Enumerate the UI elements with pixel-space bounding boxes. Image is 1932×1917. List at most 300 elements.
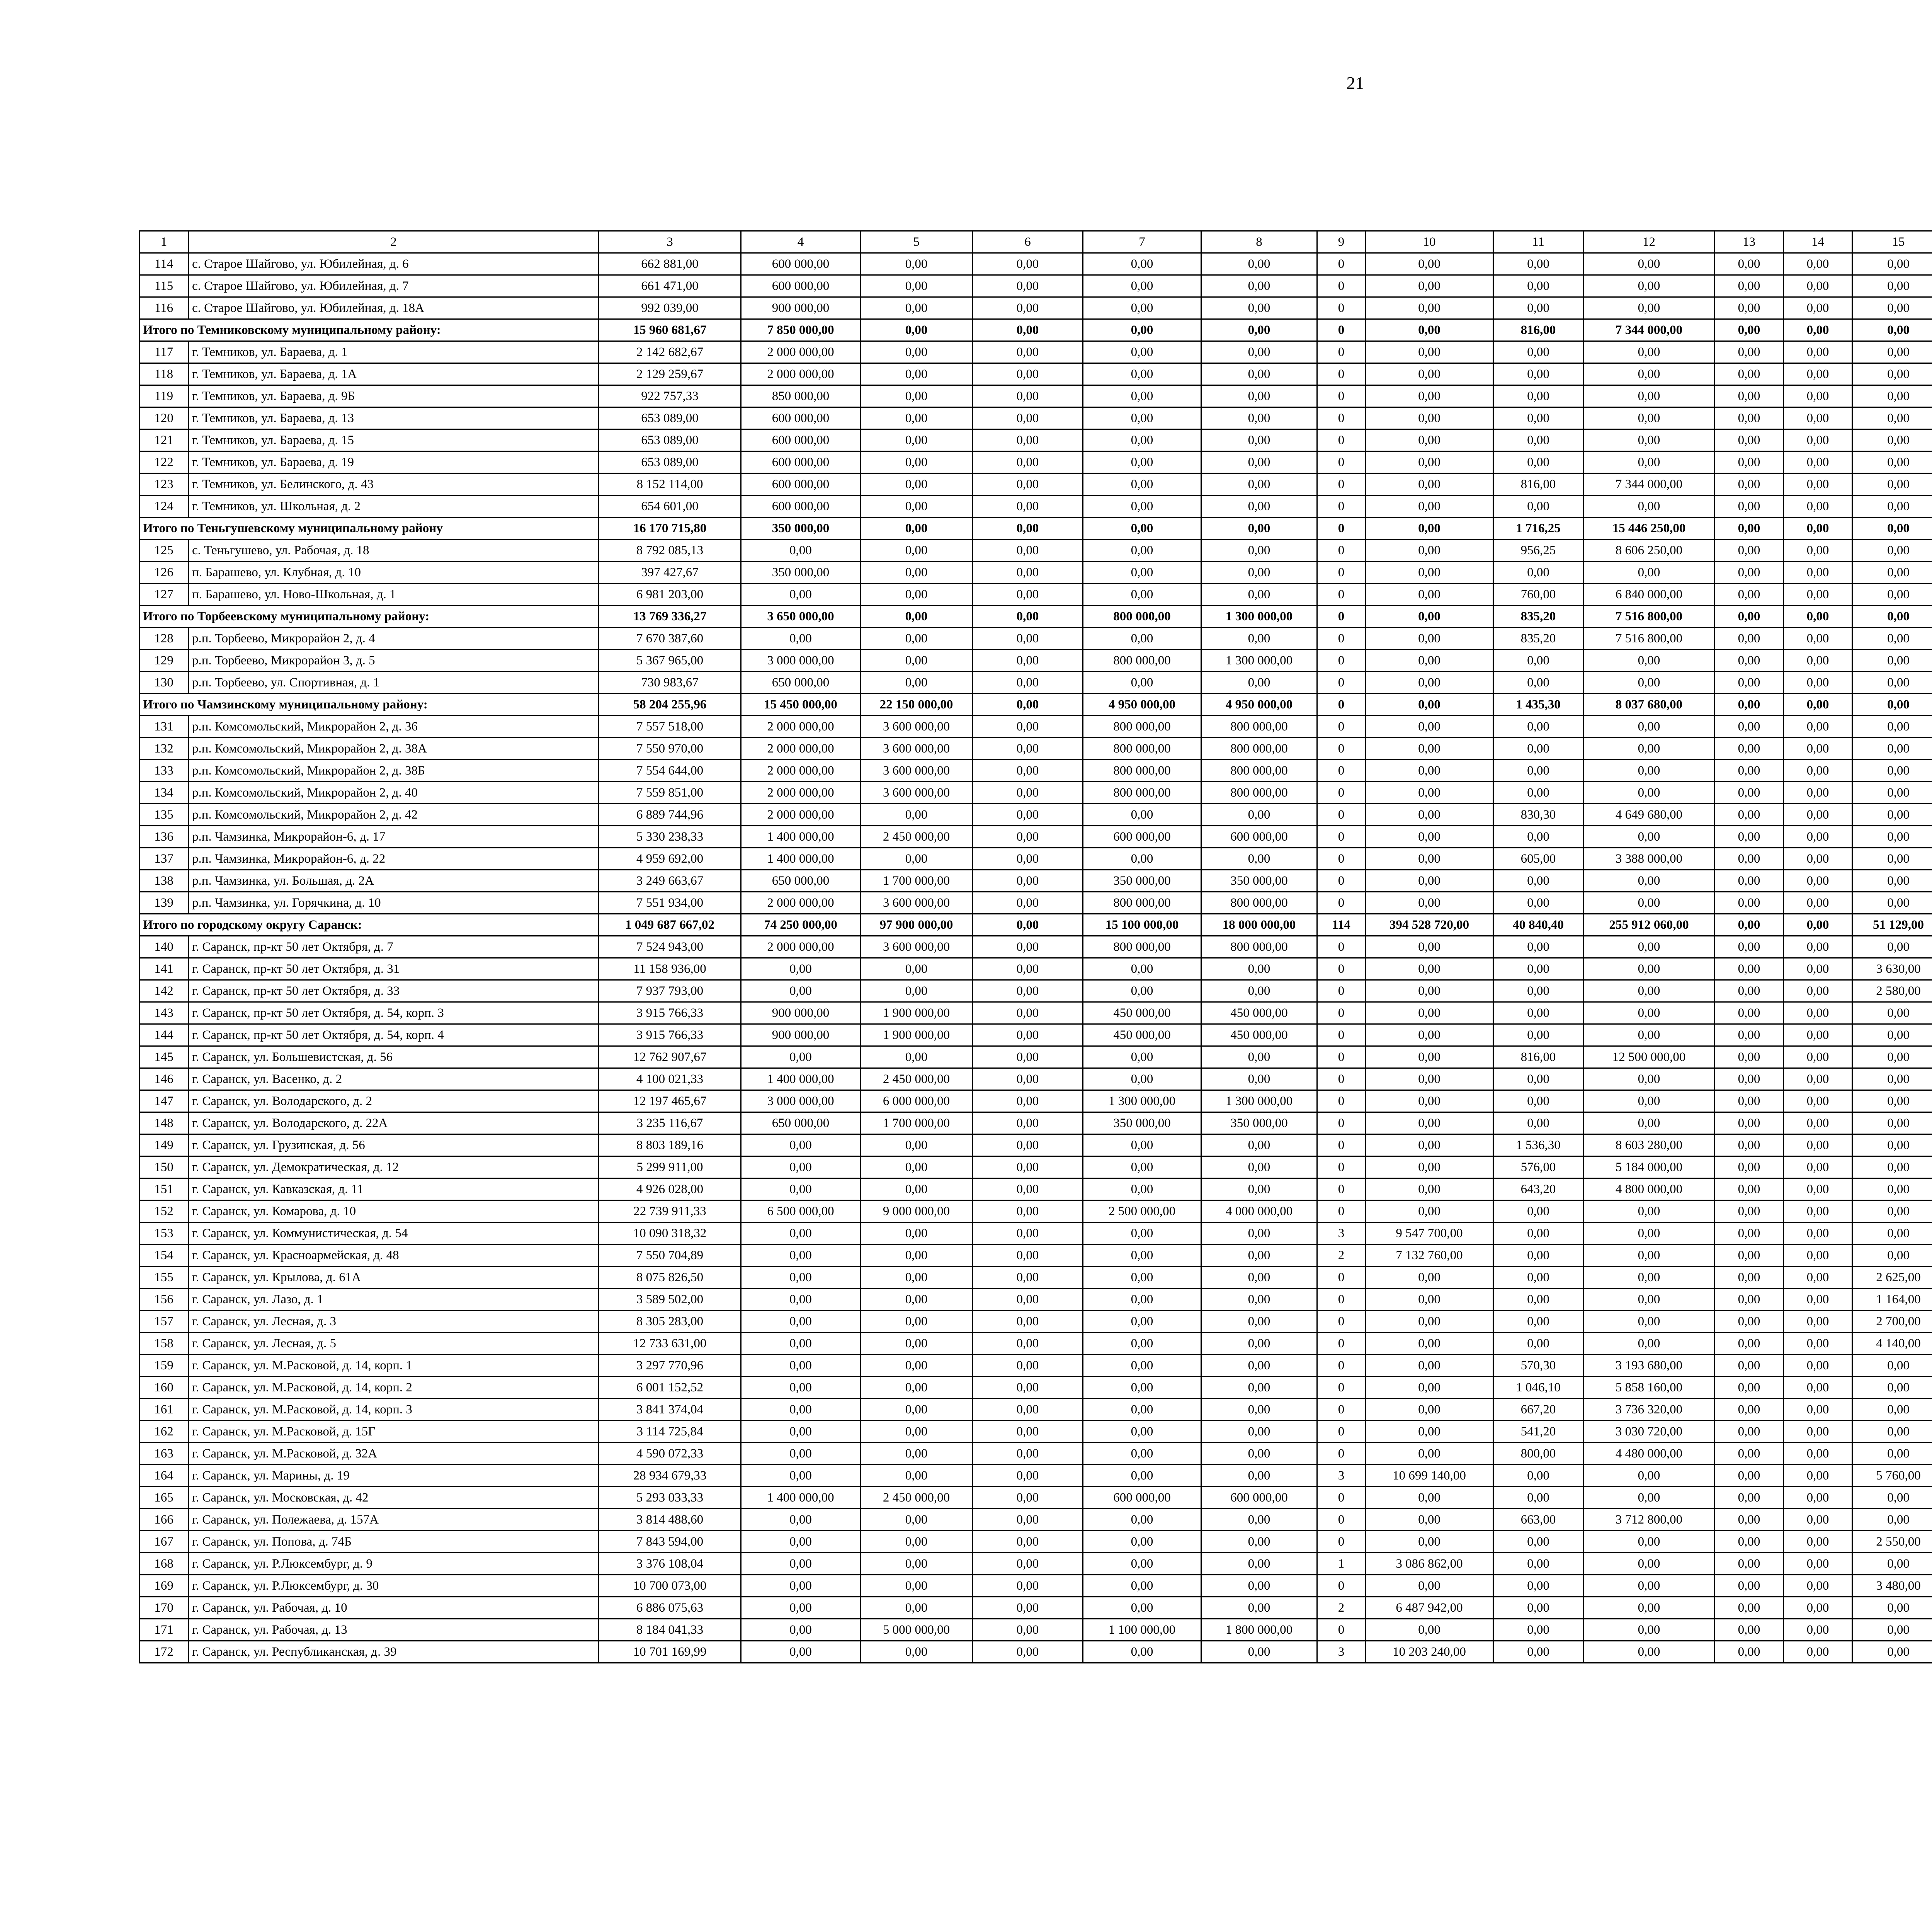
value-cell: 0,00	[1583, 782, 1715, 804]
row-number-cell: 116	[139, 297, 189, 319]
value-cell: 0,00	[973, 407, 1083, 429]
row-number-cell: 164	[139, 1465, 189, 1487]
value-cell: 0,00	[1583, 495, 1715, 518]
value-cell: 0,00	[1852, 628, 1932, 650]
value-cell: 0,00	[1366, 892, 1493, 914]
address-cell: г. Темников, ул. Бараева, д. 9Б	[189, 385, 599, 407]
value-cell: 800 000,00	[1083, 892, 1201, 914]
value-cell: 0,00	[1201, 1046, 1317, 1068]
value-cell: 3 736 320,00	[1583, 1399, 1715, 1421]
value-cell: 15 450 000,00	[741, 694, 861, 716]
value-cell: 0,00	[1083, 672, 1201, 694]
value-cell: 0,00	[1715, 540, 1784, 562]
value-cell: 0,00	[861, 1046, 973, 1068]
address-cell: г. Саранск, ул. Рабочая, д. 13	[189, 1619, 599, 1641]
value-cell: 0,00	[1583, 1465, 1715, 1487]
value-cell: 0	[1317, 1178, 1366, 1200]
value-cell: 816,00	[1493, 473, 1583, 495]
row-number-cell: 136	[139, 826, 189, 848]
value-cell: 0,00	[973, 297, 1083, 319]
value-cell: 0,00	[1784, 848, 1852, 870]
value-cell: 0,00	[1583, 1575, 1715, 1597]
value-cell: 0,00	[861, 958, 973, 980]
value-cell: 0,00	[1784, 1245, 1852, 1267]
value-cell: 0,00	[1715, 606, 1784, 628]
value-cell: 0,00	[1366, 826, 1493, 848]
page-number: 21	[1346, 73, 1364, 93]
table-row	[139, 1245, 1932, 1267]
value-cell: 992 039,00	[599, 297, 741, 319]
value-cell: 0,00	[1852, 1002, 1932, 1024]
value-cell: 0,00	[1852, 650, 1932, 672]
address-cell: г. Саранск, пр-кт 50 лет Октября, д. 7	[189, 936, 599, 958]
table-row	[139, 1178, 1932, 1200]
value-cell: 0,00	[1083, 958, 1201, 980]
value-cell: 0	[1317, 275, 1366, 297]
value-cell: 4 649 680,00	[1583, 804, 1715, 826]
value-cell: 0,00	[1201, 495, 1317, 518]
value-cell: 0,00	[1852, 1112, 1932, 1134]
value-cell: 0,00	[1852, 804, 1932, 826]
value-cell: 0,00	[1852, 1355, 1932, 1377]
address-cell: г. Саранск, ул. Демократическая, д. 12	[189, 1156, 599, 1178]
value-cell: 0,00	[973, 1156, 1083, 1178]
value-cell: 0,00	[861, 341, 973, 363]
value-cell: 0	[1317, 958, 1366, 980]
value-cell: 0,00	[973, 1222, 1083, 1245]
value-cell: 1 900 000,00	[861, 1002, 973, 1024]
value-cell: 0,00	[1493, 385, 1583, 407]
value-cell: 1 300 000,00	[1201, 650, 1317, 672]
value-cell: 0,00	[1493, 495, 1583, 518]
value-cell: 576,00	[1493, 1156, 1583, 1178]
table-row	[139, 385, 1932, 407]
subtotal-label-cell: Итого по городскому округу Саранск:	[139, 914, 599, 936]
value-cell: 6 000 000,00	[861, 1090, 973, 1112]
value-cell: 0,00	[1366, 1443, 1493, 1465]
value-cell: 0,00	[1493, 1575, 1583, 1597]
row-number-cell: 141	[139, 958, 189, 980]
value-cell: 0,00	[1784, 451, 1852, 473]
value-cell: 0,00	[861, 980, 973, 1002]
value-cell: 4 140,00	[1852, 1333, 1932, 1355]
value-cell: 0,00	[973, 650, 1083, 672]
value-cell: 0	[1317, 1002, 1366, 1024]
address-cell: п. Барашево, ул. Ново-Школьная, д. 1	[189, 584, 599, 606]
value-cell: 0,00	[1366, 518, 1493, 540]
value-cell: 0,00	[741, 1355, 861, 1377]
value-cell: 0	[1317, 1509, 1366, 1531]
value-cell: 922 757,33	[599, 385, 741, 407]
value-cell: 7 516 800,00	[1583, 606, 1715, 628]
value-cell: 0,00	[861, 606, 973, 628]
value-cell: 7 554 644,00	[599, 760, 741, 782]
value-cell: 0,00	[1366, 562, 1493, 584]
value-cell: 2 450 000,00	[861, 826, 973, 848]
value-cell: 0	[1317, 980, 1366, 1002]
value-cell: 0,00	[1852, 1421, 1932, 1443]
value-cell: 0,00	[1784, 319, 1852, 341]
table-row	[139, 562, 1932, 584]
value-cell: 0,00	[1715, 562, 1784, 584]
value-cell: 0,00	[1366, 1134, 1493, 1156]
value-cell: 0	[1317, 562, 1366, 584]
value-cell: 2 450 000,00	[861, 1068, 973, 1090]
value-cell: 0	[1317, 804, 1366, 826]
value-cell: 3 650 000,00	[741, 606, 861, 628]
value-cell: 0	[1317, 606, 1366, 628]
value-cell: 0,00	[1715, 870, 1784, 892]
value-cell: 1 400 000,00	[741, 826, 861, 848]
value-cell: 0,00	[1201, 628, 1317, 650]
value-cell: 0,00	[1201, 1575, 1317, 1597]
value-cell: 0,00	[1366, 1002, 1493, 1024]
value-cell: 0,00	[1201, 1245, 1317, 1267]
value-cell: 650 000,00	[741, 672, 861, 694]
value-cell: 0,00	[1583, 1553, 1715, 1575]
value-cell: 0,00	[1201, 1465, 1317, 1487]
value-cell: 0,00	[1715, 1641, 1784, 1663]
value-cell: 0,00	[1366, 958, 1493, 980]
value-cell: 0	[1317, 385, 1366, 407]
address-cell: г. Темников, ул. Бараева, д. 1	[189, 341, 599, 363]
value-cell: 0,00	[1852, 1046, 1932, 1068]
value-cell: 600 000,00	[741, 429, 861, 451]
value-cell: 0,00	[1366, 363, 1493, 385]
value-cell: 0,00	[973, 1575, 1083, 1597]
value-cell: 0,00	[741, 1046, 861, 1068]
table-row	[139, 495, 1932, 518]
row-number-cell: 130	[139, 672, 189, 694]
value-cell: 0,00	[861, 363, 973, 385]
value-cell: 0,00	[1366, 1156, 1493, 1178]
value-cell: 0,00	[1784, 1355, 1852, 1377]
value-cell: 0	[1317, 1443, 1366, 1465]
value-cell: 0,00	[1715, 1222, 1784, 1245]
value-cell: 0,00	[1493, 341, 1583, 363]
value-cell: 0,00	[1583, 826, 1715, 848]
value-cell: 0	[1317, 1068, 1366, 1090]
table-row	[139, 1399, 1932, 1421]
value-cell: 0,00	[1784, 297, 1852, 319]
value-cell: 0,00	[861, 253, 973, 275]
value-cell: 0,00	[1366, 451, 1493, 473]
value-cell: 5 293 033,33	[599, 1487, 741, 1509]
value-cell: 0,00	[1201, 1509, 1317, 1531]
value-cell: 0,00	[741, 1222, 861, 1245]
value-cell: 3 376 108,04	[599, 1553, 741, 1575]
value-cell: 900 000,00	[741, 297, 861, 319]
value-cell: 0,00	[1784, 518, 1852, 540]
value-cell: 0,00	[973, 672, 1083, 694]
value-cell: 0	[1317, 1421, 1366, 1443]
value-cell: 0,00	[1583, 1311, 1715, 1333]
subtotal-label-cell: Итого по Торбеевскому муниципальному району:	[139, 606, 599, 628]
table-row	[139, 1487, 1932, 1509]
address-cell: п. Барашево, ул. Клубная, д. 10	[189, 562, 599, 584]
value-cell: 0,00	[973, 1267, 1083, 1289]
table-row	[139, 980, 1932, 1002]
value-cell: 2 000 000,00	[741, 936, 861, 958]
value-cell: 0,00	[1366, 848, 1493, 870]
value-cell: 0,00	[1366, 1068, 1493, 1090]
row-number-cell: 147	[139, 1090, 189, 1112]
value-cell: 0,00	[1493, 870, 1583, 892]
value-cell: 0,00	[1493, 1553, 1583, 1575]
value-cell: 4 000 000,00	[1201, 1200, 1317, 1222]
value-cell: 2 000 000,00	[741, 892, 861, 914]
value-cell: 0,00	[1083, 1575, 1201, 1597]
value-cell: 0,00	[861, 297, 973, 319]
value-cell: 0,00	[973, 804, 1083, 826]
table-row	[139, 892, 1932, 914]
value-cell: 74 250 000,00	[741, 914, 861, 936]
value-cell: 0,00	[1583, 1333, 1715, 1355]
value-cell: 4 959 692,00	[599, 848, 741, 870]
value-cell: 2 000 000,00	[741, 341, 861, 363]
value-cell: 0,00	[1715, 1509, 1784, 1531]
value-cell: 0,00	[1493, 1333, 1583, 1355]
value-cell: 1 164,00	[1852, 1289, 1932, 1311]
value-cell: 0,00	[1201, 319, 1317, 341]
value-cell: 0,00	[1583, 1090, 1715, 1112]
value-cell: 0,00	[1852, 1553, 1932, 1575]
value-cell: 0,00	[1583, 870, 1715, 892]
value-cell: 0,00	[861, 1355, 973, 1377]
value-cell: 0	[1317, 936, 1366, 958]
address-cell: р.п. Комсомольский, Микрорайон 2, д. 38Б	[189, 760, 599, 782]
value-cell: 0,00	[1715, 650, 1784, 672]
value-cell: 600 000,00	[741, 253, 861, 275]
value-cell: 0,00	[1201, 584, 1317, 606]
value-cell: 0,00	[1493, 1531, 1583, 1553]
value-cell: 0,00	[1083, 429, 1201, 451]
address-cell: г. Саранск, ул. Московская, д. 42	[189, 1487, 599, 1509]
value-cell: 0,00	[861, 275, 973, 297]
value-cell: 7 550 970,00	[599, 738, 741, 760]
value-cell: 0,00	[1715, 1112, 1784, 1134]
value-cell: 0,00	[1201, 407, 1317, 429]
value-cell: 0,00	[1583, 1245, 1715, 1267]
value-cell: 0,00	[741, 1465, 861, 1487]
value-cell: 0,00	[1083, 1333, 1201, 1355]
value-cell: 1 536,30	[1493, 1134, 1583, 1156]
value-cell: 0,00	[1366, 1509, 1493, 1531]
address-cell: г. Саранск, пр-кт 50 лет Октября, д. 33	[189, 980, 599, 1002]
value-cell: 0,00	[1493, 1024, 1583, 1046]
value-cell: 0,00	[1493, 672, 1583, 694]
value-cell: 0,00	[1201, 848, 1317, 870]
value-cell: 4 926 028,00	[599, 1178, 741, 1200]
value-cell: 3 600 000,00	[861, 936, 973, 958]
address-cell: г. Саранск, ул. Лесная, д. 5	[189, 1333, 599, 1355]
value-cell: 7 516 800,00	[1583, 628, 1715, 650]
value-cell: 0,00	[1583, 1024, 1715, 1046]
value-cell: 0,00	[1583, 562, 1715, 584]
row-number-cell: 167	[139, 1531, 189, 1553]
value-cell: 0,00	[861, 1531, 973, 1553]
value-cell: 0,00	[1784, 429, 1852, 451]
value-cell: 0,00	[1366, 694, 1493, 716]
column-number-cell: 6	[973, 231, 1083, 253]
value-cell: 0,00	[1784, 1597, 1852, 1619]
value-cell: 0,00	[1083, 1245, 1201, 1267]
value-cell: 0,00	[1366, 1112, 1493, 1134]
value-cell: 0,00	[1201, 1156, 1317, 1178]
data-table	[139, 230, 1932, 1663]
row-number-cell: 131	[139, 716, 189, 738]
value-cell: 0,00	[1784, 363, 1852, 385]
table-row	[139, 341, 1932, 363]
value-cell: 0,00	[1784, 495, 1852, 518]
value-cell: 653 089,00	[599, 429, 741, 451]
value-cell: 0,00	[741, 1619, 861, 1641]
value-cell: 0,00	[973, 980, 1083, 1002]
value-cell: 0,00	[973, 1311, 1083, 1333]
row-number-cell: 119	[139, 385, 189, 407]
value-cell: 0,00	[1083, 1222, 1201, 1245]
value-cell: 0,00	[1083, 1311, 1201, 1333]
value-cell: 0,00	[1784, 1487, 1852, 1509]
row-number-cell: 123	[139, 473, 189, 495]
value-cell: 0,00	[1201, 1399, 1317, 1421]
value-cell: 0,00	[1852, 1509, 1932, 1531]
row-number-cell: 145	[139, 1046, 189, 1068]
value-cell: 0,00	[973, 1443, 1083, 1465]
value-cell: 0,00	[741, 1156, 861, 1178]
value-cell: 0,00	[1784, 892, 1852, 914]
value-cell: 0,00	[1201, 518, 1317, 540]
value-cell: 0,00	[1366, 1355, 1493, 1377]
address-cell: г. Саранск, ул. Рабочая, д. 10	[189, 1597, 599, 1619]
row-number-cell: 137	[139, 848, 189, 870]
value-cell: 10 701 169,99	[599, 1641, 741, 1663]
value-cell: 0,00	[1852, 1024, 1932, 1046]
value-cell: 0,00	[1852, 870, 1932, 892]
value-cell: 0	[1317, 319, 1366, 341]
value-cell: 0,00	[1583, 1597, 1715, 1619]
value-cell: 0,00	[1083, 804, 1201, 826]
value-cell: 3 630,00	[1852, 958, 1932, 980]
value-cell: 450 000,00	[1083, 1024, 1201, 1046]
value-cell: 0,00	[1083, 1597, 1201, 1619]
address-cell: г. Саранск, ул. Коммунистическая, д. 54	[189, 1222, 599, 1245]
value-cell: 0,00	[973, 275, 1083, 297]
value-cell: 0,00	[1366, 804, 1493, 826]
address-cell: г. Саранск, ул. Васенко, д. 2	[189, 1068, 599, 1090]
row-number-cell: 150	[139, 1156, 189, 1178]
value-cell: 0,00	[1493, 1311, 1583, 1333]
value-cell: 0	[1317, 297, 1366, 319]
value-cell: 0,00	[741, 1641, 861, 1663]
value-cell: 0,00	[1583, 1222, 1715, 1245]
table-row	[139, 297, 1932, 319]
value-cell: 0,00	[973, 253, 1083, 275]
value-cell: 0,00	[1852, 540, 1932, 562]
value-cell: 0,00	[741, 1443, 861, 1465]
subtotal-row	[139, 694, 1932, 716]
row-number-cell: 153	[139, 1222, 189, 1245]
value-cell: 0,00	[973, 1289, 1083, 1311]
value-cell: 0,00	[1493, 782, 1583, 804]
value-cell: 8 305 283,00	[599, 1311, 741, 1333]
value-cell: 0,00	[1366, 870, 1493, 892]
value-cell: 0,00	[973, 1355, 1083, 1377]
value-cell: 4 800 000,00	[1583, 1178, 1715, 1200]
value-cell: 0,00	[861, 1289, 973, 1311]
value-cell: 7 843 594,00	[599, 1531, 741, 1553]
table-row	[139, 1421, 1932, 1443]
value-cell: 22 150 000,00	[861, 694, 973, 716]
value-cell: 0,00	[1366, 1267, 1493, 1289]
row-number-cell: 142	[139, 980, 189, 1002]
row-number-cell: 122	[139, 451, 189, 473]
value-cell: 0,00	[741, 1553, 861, 1575]
value-cell: 0,00	[1201, 275, 1317, 297]
value-cell: 3 086 862,00	[1366, 1553, 1493, 1575]
address-cell: с. Старое Шайгово, ул. Юбилейная, д. 7	[189, 275, 599, 297]
value-cell: 0,00	[1784, 958, 1852, 980]
value-cell: 0,00	[1083, 1421, 1201, 1443]
row-number-cell: 140	[139, 936, 189, 958]
value-cell: 13 769 336,27	[599, 606, 741, 628]
value-cell: 0,00	[1083, 473, 1201, 495]
value-cell: 0,00	[973, 1421, 1083, 1443]
value-cell: 800 000,00	[1201, 936, 1317, 958]
value-cell: 0,00	[1201, 1178, 1317, 1200]
value-cell: 0,00	[861, 495, 973, 518]
value-cell: 0,00	[1366, 429, 1493, 451]
value-cell: 0,00	[1715, 1178, 1784, 1200]
value-cell: 0,00	[1784, 1553, 1852, 1575]
address-cell: г. Саранск, ул. Лазо, д. 1	[189, 1289, 599, 1311]
address-cell: г. Саранск, ул. Красноармейская, д. 48	[189, 1245, 599, 1267]
address-cell: с. Теньгушево, ул. Рабочая, д. 18	[189, 540, 599, 562]
table-row	[139, 1289, 1932, 1311]
value-cell: 0,00	[1493, 275, 1583, 297]
value-cell: 350 000,00	[741, 518, 861, 540]
value-cell: 0,00	[1852, 518, 1932, 540]
value-cell: 0,00	[1083, 253, 1201, 275]
value-cell: 800 000,00	[1083, 716, 1201, 738]
address-cell: г. Саранск, ул. Р.Люксембург, д. 9	[189, 1553, 599, 1575]
address-cell: г. Темников, ул. Бараева, д. 13	[189, 407, 599, 429]
row-number-cell: 126	[139, 562, 189, 584]
value-cell: 0,00	[1083, 1178, 1201, 1200]
value-cell: 0,00	[861, 1575, 973, 1597]
value-cell: 3 000 000,00	[741, 650, 861, 672]
address-cell: с. Старое Шайгово, ул. Юбилейная, д. 18А	[189, 297, 599, 319]
value-cell: 0,00	[1366, 1377, 1493, 1399]
value-cell: 0,00	[973, 1245, 1083, 1267]
value-cell: 0	[1317, 1112, 1366, 1134]
row-number-cell: 171	[139, 1619, 189, 1641]
value-cell: 0,00	[1715, 760, 1784, 782]
value-cell: 0,00	[1366, 1046, 1493, 1068]
value-cell: 0	[1317, 1355, 1366, 1377]
value-cell: 0,00	[861, 584, 973, 606]
value-cell: 0,00	[1715, 1134, 1784, 1156]
table-row	[139, 1333, 1932, 1355]
value-cell: 0,00	[1083, 407, 1201, 429]
value-cell: 0,00	[973, 1531, 1083, 1553]
value-cell: 0,00	[1083, 518, 1201, 540]
address-cell: р.п. Торбеево, Микрорайон 2, д. 4	[189, 628, 599, 650]
value-cell: 0,00	[973, 848, 1083, 870]
table-row	[139, 1068, 1932, 1090]
address-cell: г. Саранск, ул. Попова, д. 74Б	[189, 1531, 599, 1553]
row-number-cell: 172	[139, 1641, 189, 1663]
